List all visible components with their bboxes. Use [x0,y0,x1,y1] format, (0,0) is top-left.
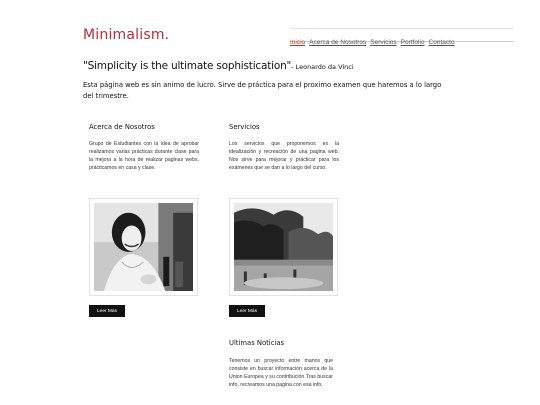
nav-item-acerca[interactable]: Acerca de Nosotros [309,39,367,46]
nav-item-inicio[interactable]: Inicio [290,39,306,46]
quote-author: - Leonardo da Vinci [291,63,354,71]
nav-item-portfolio[interactable]: Portfolio [400,39,425,46]
news-section [229,339,333,389]
woman-photo-image [94,203,193,291]
about-read-more-button[interactable]: Leer Más [89,305,125,317]
hero-quote [83,54,523,73]
services-read-more-button[interactable]: Leer Más [229,305,265,317]
services-title: Servicios [229,123,260,131]
about-title: Acerca de Nosotros [89,123,155,131]
intro-text: Esta página web es sin animo de lucro. Sirve de práctica para el proximo examen que haremos a lo largo del trimestre. [83,81,442,100]
nav-item-servicios[interactable]: Servicios [370,39,397,46]
services-photo [229,198,338,296]
services-text: Los servicios que proponemos es la idealización y recreación de una pagina web. Nos sirve para mejorar y prácticar para los exámenes que se dan a lo largo del curso. [229,141,339,171]
quote-text: "Simplicity is the ultimate sophistication" [83,60,292,72]
brand-logo[interactable]: Minimalism. [83,27,170,43]
nav-item-contacto[interactable]: Contacto [428,39,455,46]
about-text: Grupo de Estudiantes con la idea de aprobar realizamos varias prácticas durante clase para la mejora a la hora de realizar paginas webs, prácticamos en casa y clase. [89,141,199,171]
about-section [89,123,199,172]
about-photo [89,198,198,296]
services-section [229,123,339,172]
park-photo-image [234,203,333,291]
news-text: Tenemos un proyecto entre manos que consiste en buscar información acerca de la Union Europea y su contribución.Tras buscar info, recreamos una pagina con esa info. [229,358,333,388]
news-title: Ultimas Noticias [229,339,285,347]
main-nav [290,28,514,46]
